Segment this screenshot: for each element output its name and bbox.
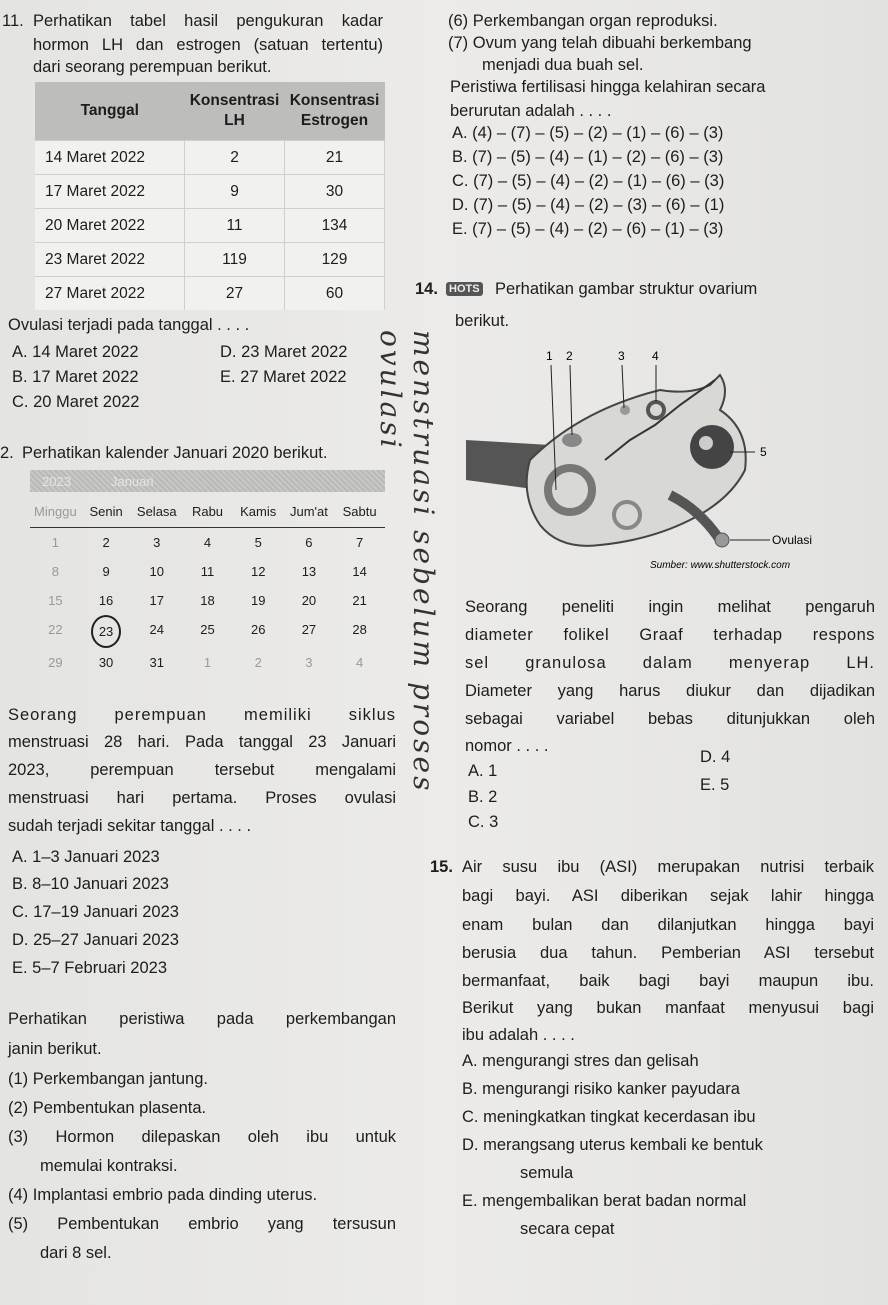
hormone-table <box>35 82 385 310</box>
calendar-day: 2 <box>254 655 262 670</box>
cell: 21 <box>285 141 385 175</box>
list-item: (6) Perkembangan organ reproduksi. <box>448 12 718 30</box>
calendar-day: 5 <box>254 535 262 550</box>
cell: 134 <box>285 209 385 243</box>
weekday-row <box>30 504 385 528</box>
q12-text: sudah terjadi sekitar tanggal . . . . <box>8 817 252 835</box>
oocyte <box>699 436 713 450</box>
calendar-day: 17 <box>149 593 165 608</box>
column-header: Tanggal <box>35 82 185 141</box>
calendar-grid <box>30 528 385 677</box>
calendar-year: 2023 <box>42 473 71 489</box>
option[interactable]: C. 20 Maret 2022 <box>12 393 140 411</box>
question-number: 2. <box>0 444 14 462</box>
q11-text: dari seorang perempuan berikut. <box>33 58 272 76</box>
label-3: 3 <box>618 349 625 363</box>
table-row <box>35 175 385 209</box>
cell: 27 Maret 2022 <box>35 277 185 311</box>
q13-text: janin berikut. <box>8 1040 102 1058</box>
calendar-day: 4 <box>203 535 212 550</box>
q15-text: bagi bayi. ASI diberikan sejak lahir hingga <box>462 887 874 905</box>
q15-text: bermanfaat, baik bagi bayi maupun ibu. <box>462 972 874 990</box>
q14-text: diameter folikel Graaf terhadap respons <box>465 626 875 644</box>
cell: 60 <box>285 277 385 311</box>
q12-text: menstruasi 28 hari. Pada tanggal 23 Januari <box>8 733 396 751</box>
q15-text: enam bulan dan dilanjutkan hingga bayi <box>462 916 874 934</box>
q14-text: Seorang peneliti ingin melihat pengaruh <box>465 598 875 616</box>
hots-badge: HOTS <box>446 282 483 296</box>
option[interactable]: D. 23 Maret 2022 <box>220 343 348 361</box>
question-number: 14. <box>415 280 438 298</box>
weekday: Senin <box>89 504 123 519</box>
q11-text: Perhatikan tabel hasil pengukuran kadar <box>33 12 383 30</box>
q15-text: Berikut yang bukan manfaat menyusui bagi <box>462 999 874 1017</box>
table-row <box>35 141 385 175</box>
label-4: 4 <box>652 349 659 363</box>
option[interactable]: A. mengurangi stres dan gelisah <box>462 1052 699 1070</box>
q12-text: menstruasi hari pertama. Proses ovulasi <box>8 789 396 807</box>
calendar <box>30 470 385 677</box>
option[interactable]: B. 2 <box>468 788 498 806</box>
option[interactable]: B. 17 Maret 2022 <box>12 368 139 386</box>
option[interactable]: E. 27 Maret 2022 <box>220 368 347 386</box>
released-ovum <box>715 533 729 547</box>
cell: 14 Maret 2022 <box>35 141 185 175</box>
q11-question: Ovulasi terjadi pada tanggal . . . . <box>8 316 250 334</box>
follicle-3 <box>620 405 630 415</box>
calendar-day: 12 <box>250 564 266 579</box>
q15-text: berusia dua tahun. Pemberian ASI tersebut <box>462 944 874 962</box>
option[interactable]: C. meningkatkan tingkat kecerdasan ibu <box>462 1108 756 1126</box>
weekday: Rabu <box>191 504 224 519</box>
calendar-day: 20 <box>301 593 317 608</box>
option[interactable]: A. 14 Maret 2022 <box>12 343 139 361</box>
q14-text: sebagai variabel bebas ditunjukkan oleh <box>465 710 875 728</box>
cell: 9 <box>185 175 285 209</box>
weekday: Jum'at <box>289 504 328 519</box>
q13-question: berurutan adalah . . . . <box>450 102 612 120</box>
calendar-day: 1 <box>203 655 212 670</box>
q15-text: ibu adalah . . . . <box>462 1026 575 1044</box>
option[interactable]: C. (7) – (5) – (4) – (2) – (1) – (6) – (3) <box>452 172 725 190</box>
q14-text: sel granulosa dalam menyerap LH. <box>465 654 875 672</box>
calendar-day: 27 <box>301 622 317 637</box>
ovary-diagram <box>430 330 830 570</box>
calendar-day: 8 <box>51 564 59 579</box>
weekday: Selasa <box>136 504 177 519</box>
calendar-day: 23 <box>91 615 121 648</box>
option[interactable]: B. (7) – (5) – (4) – (1) – (2) – (6) – (3) <box>452 148 724 166</box>
cell: 129 <box>285 243 385 277</box>
calendar-day: 18 <box>200 593 215 608</box>
q14-text: Perhatikan gambar struktur ovarium <box>495 280 758 298</box>
q11-text: hormon LH dan estrogen (satuan tertentu) <box>33 36 383 54</box>
list-item: (1) Perkembangan jantung. <box>8 1070 208 1088</box>
cell: 11 <box>185 209 285 243</box>
option[interactable]: C. 3 <box>468 813 499 831</box>
table-header <box>35 82 385 141</box>
q13-text: Perhatikan peristiwa pada perkembangan <box>8 1010 396 1028</box>
label-5: 5 <box>760 445 767 459</box>
column-header: Konsentrasi LH <box>185 82 285 141</box>
option[interactable]: semula <box>520 1164 574 1182</box>
q12-intro: Perhatikan kalender Januari 2020 berikut. <box>22 444 328 462</box>
calendar-day: 10 <box>149 564 165 579</box>
calendar-day: 29 <box>48 655 63 670</box>
cell: 119 <box>185 243 285 277</box>
q12-text: 2023, perempuan tersebut mengalami <box>8 761 396 779</box>
calendar-day: 4 <box>356 655 364 670</box>
label-1: 1 <box>546 349 553 363</box>
q13-question: Peristiwa fertilisasi hingga kelahiran secara <box>450 78 766 96</box>
option[interactable]: A. (4) – (7) – (5) – (2) – (1) – (6) – (3) <box>452 124 724 142</box>
calendar-day: 7 <box>356 535 364 550</box>
list-item: menjadi dua buah sel. <box>482 56 644 74</box>
calendar-day: 14 <box>352 564 367 579</box>
option[interactable]: D. 4 <box>700 748 731 766</box>
cell: 23 Maret 2022 <box>35 243 185 277</box>
calendar-day: 31 <box>149 655 165 670</box>
cell: 17 Maret 2022 <box>35 175 185 209</box>
calendar-day: 21 <box>352 593 367 608</box>
option[interactable]: E. (7) – (5) – (4) – (2) – (6) – (1) – (3) <box>452 220 724 238</box>
calendar-day: 15 <box>48 593 63 608</box>
option[interactable]: A. 1 <box>468 762 498 780</box>
calendar-day: 30 <box>98 655 114 670</box>
calendar-day: 25 <box>200 622 215 637</box>
label-ovulasi: Ovulasi <box>772 533 813 547</box>
list-item: (5) Pembentukan embrio yang tersusun <box>8 1215 396 1233</box>
calendar-header <box>30 470 385 492</box>
table-row <box>35 209 385 243</box>
calendar-day: 9 <box>102 564 110 579</box>
list-item: (3) Hormon dilepaskan oleh ibu untuk <box>8 1128 396 1146</box>
option[interactable]: E. 5–7 Februari 2023 <box>12 959 168 977</box>
option[interactable]: B. 8–10 Januari 2023 <box>12 875 169 893</box>
calendar-day: 24 <box>149 622 165 637</box>
calendar-day: 11 <box>200 564 215 579</box>
q14-text: nomor . . . . <box>465 737 549 755</box>
column-header: Konsentrasi Estrogen <box>285 82 385 141</box>
calendar-day: 13 <box>301 564 317 579</box>
option[interactable]: D. 25–27 Januari 2023 <box>12 931 179 949</box>
option[interactable]: E. mengembalikan berat badan normal <box>462 1192 747 1210</box>
list-item: (4) Implantasi embrio pada dinding uterus. <box>8 1186 318 1204</box>
graafian-follicle <box>690 425 734 469</box>
option[interactable]: secara cepat <box>520 1220 615 1238</box>
list-item: (7) Ovum yang telah dibuahi berkembang <box>448 34 752 52</box>
option[interactable]: B. mengurangi risiko kanker payudara <box>462 1080 740 1098</box>
calendar-day: 3 <box>153 535 161 550</box>
figure-source: Sumber: www.shutterstock.com <box>650 560 791 570</box>
calendar-day: 1 <box>51 535 59 550</box>
cell: 20 Maret 2022 <box>35 209 185 243</box>
option[interactable]: D. merangsang uterus kembali ke bentuk <box>462 1136 763 1154</box>
calendar-day: 28 <box>352 622 367 637</box>
handwritten-note: menstruasi sebelum proses ovulasi <box>374 330 440 794</box>
calendar-day: 22 <box>48 622 63 637</box>
label-2: 2 <box>566 349 573 363</box>
q12-text: Seorang perempuan memiliki siklus <box>8 706 396 724</box>
list-item: dari 8 sel. <box>40 1244 112 1262</box>
list-item: memulai kontraksi. <box>40 1157 178 1175</box>
weekday: Kamis <box>240 504 277 519</box>
question-number: 15. <box>430 858 453 876</box>
q14-text: berikut. <box>455 312 510 330</box>
weekday: Sabtu <box>342 504 377 519</box>
option[interactable]: A. 1–3 Januari 2023 <box>12 848 160 866</box>
cell: 2 <box>185 141 285 175</box>
q15-text: Air susu ibu (ASI) merupakan nutrisi terbaik <box>462 858 874 876</box>
calendar-day: 3 <box>305 655 313 670</box>
cell: 30 <box>285 175 385 209</box>
calendar-day: 26 <box>250 622 266 637</box>
follicle-2 <box>562 433 582 447</box>
list-item: (2) Pembentukan plasenta. <box>8 1099 207 1117</box>
question-number: 11. <box>2 12 24 30</box>
option[interactable]: D. (7) – (5) – (4) – (2) – (3) – (6) – (1) <box>452 196 725 214</box>
q14-text: Diameter yang harus diukur dan dijadikan <box>465 682 875 700</box>
calendar-day: 6 <box>305 535 313 550</box>
calendar-day: 16 <box>98 593 114 608</box>
table-row <box>35 243 385 277</box>
table-row <box>35 277 385 311</box>
cell: 27 <box>185 277 285 311</box>
calendar-month: Januari <box>110 473 154 489</box>
calendar-day: 2 <box>102 535 110 550</box>
weekday: Minggu <box>34 504 77 519</box>
option[interactable]: E. 5 <box>700 776 730 794</box>
calendar-day: 19 <box>250 593 266 608</box>
option[interactable]: C. 17–19 Januari 2023 <box>12 903 179 921</box>
